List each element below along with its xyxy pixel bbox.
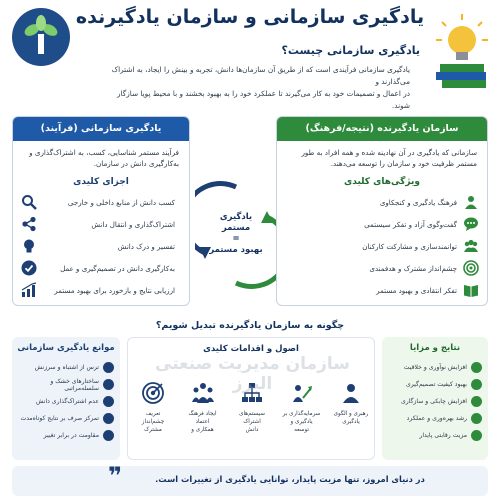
process-desc-line: فرآیند مستمر شناسایی، کسب، به اشتراک‌گذاری و — [29, 148, 179, 157]
check-icon — [21, 260, 37, 276]
lo-desc-line: مستمر ظرفیت خود و سازمان را توسعه می‌دهند. — [330, 159, 477, 168]
key-features-heading: ویژگی‌های کلیدی — [344, 177, 420, 187]
process-panel-title: یادگیری سازمانی (فرآیند) — [13, 117, 189, 141]
barrier-icon — [103, 396, 114, 407]
learning-organization-panel — [276, 116, 488, 306]
list-item-label: ارزیابی نتایج و بازخورد برای بهبود مستمر — [54, 285, 175, 295]
barrier-icon — [103, 379, 114, 390]
principle-line: دانش — [245, 427, 259, 433]
list-item — [12, 376, 120, 393]
list-item-label: تفکر انتقادی و بهبود مستمر — [376, 285, 457, 295]
book-icon — [463, 282, 479, 298]
list-item — [13, 191, 189, 213]
barrier-label: مقاومت در برابر تغییر — [43, 432, 99, 439]
benefit-label: رشد بهره‌وری و عملکرد — [406, 415, 467, 422]
cycle-label — [200, 212, 272, 256]
lightbulb-books-icon — [432, 12, 492, 92]
people-icon — [463, 194, 479, 210]
list-item — [12, 393, 120, 410]
barrier-label: ساختارهای خشک و سلسله‌مراتبی — [50, 377, 99, 392]
principle-line: سیستم‌های اشتراک — [239, 411, 265, 425]
cycle-line: بهبود مستمر — [209, 245, 263, 255]
list-item-label: کسب دانش از منابع داخلی و خارجی — [67, 197, 175, 207]
cycle-line: = — [232, 234, 240, 244]
list-item — [277, 257, 487, 279]
chat-icon — [463, 216, 479, 232]
list-item — [12, 410, 120, 427]
intro-line: در اعمال و تصمیمات خود به کار می‌گیرند تا عملکرد خود را به بهبود بخشند و با محیط پویا سازگار شوند. — [117, 89, 410, 110]
key-principles-title: اصول و اقدامات کلیدی — [203, 344, 299, 354]
barriers-box — [12, 337, 120, 460]
list-item-label: اشتراک‌گذاری و انتقال دانش — [91, 219, 175, 229]
benefits-box — [382, 337, 488, 460]
principle-label — [334, 410, 369, 426]
principle-line: مشترک — [144, 427, 162, 433]
benefit-icon — [471, 430, 482, 441]
barrier-label: تمرکز صرف بر نتایج کوتاه‌مدت — [20, 415, 99, 422]
cycle-line: مستمر — [221, 223, 251, 233]
list-item-label: تفسیر و درک دانش — [117, 241, 175, 251]
list-item — [13, 279, 189, 301]
benefit-icon — [471, 413, 482, 424]
list-item — [277, 279, 487, 301]
barrier-icon — [103, 362, 114, 373]
benefit-label: مزیت رقابتی پایدار — [419, 432, 467, 439]
list-item — [12, 427, 120, 444]
list-item-label: به‌کارگیری دانش در تصمیم‌گیری و عمل — [60, 263, 175, 273]
magnifier-icon — [21, 194, 37, 210]
principle-line: ایجاد فرهنگ اعتماد — [188, 411, 217, 425]
list-item — [382, 359, 488, 376]
list-item — [13, 257, 189, 279]
list-item — [13, 213, 189, 235]
transform-question: چگونه به سازمان یادگیرنده تبدیل شویم؟ — [155, 320, 345, 331]
lightbulb-icon — [21, 238, 37, 254]
chart-icon — [21, 282, 37, 298]
quote-mark-icon: ❞ — [108, 462, 123, 490]
learning-organization-description — [277, 141, 487, 169]
learning-organization-panel-title: سازمان یادگیرنده (نتیجه/فرهنگ) — [277, 117, 487, 141]
principle-line: رهبری و الگوی — [333, 411, 369, 417]
barrier-label: ترس از اشتباه و سرزنش — [34, 364, 99, 371]
barrier-icon — [103, 413, 114, 424]
list-item — [277, 191, 487, 213]
benefit-icon — [471, 379, 482, 390]
watermark: سازمان مدیریت صنعتی البرز — [155, 354, 350, 394]
list-item — [382, 376, 488, 393]
target-icon — [463, 260, 479, 276]
principle-label — [184, 410, 222, 434]
share-icon — [21, 216, 37, 232]
benefit-label: افزایش چابکی و سازگاری — [400, 398, 467, 405]
benefit-icon — [471, 362, 482, 373]
principle-label — [233, 410, 271, 434]
barriers-title: موانع یادگیری سازمانی — [17, 343, 115, 353]
benefit-label: بهبود کیفیت تصمیم‌گیری — [406, 381, 467, 388]
process-panel — [12, 116, 190, 306]
intro-line: یادگیری سازمانی فرآیندی است که از طریق آن سازمان‌ها دانش، تجربه و بینش را ایجاد، به اشتراک می‌گذارند و — [111, 65, 410, 86]
list-item-label: فرهنگ یادگیری و کنجکاوی — [379, 197, 457, 207]
principle-label — [283, 410, 321, 434]
list-item-label: توانمندسازی و مشارکت کارکنان — [362, 241, 457, 251]
benefit-label: افزایش نوآوری و خلاقیت — [403, 364, 467, 371]
team-icon — [463, 238, 479, 254]
benefit-icon — [471, 396, 482, 407]
list-item — [13, 235, 189, 257]
benefits-title: نتایج و مزایا — [409, 343, 461, 353]
list-item-label: گفت‌وگوی آزاد و تفکر سیستمی — [364, 219, 457, 229]
principle-line: یادگیری و توسعه — [290, 419, 313, 433]
principle-line: سرمایه‌گذاری بر — [282, 411, 321, 417]
list-item — [382, 427, 488, 444]
list-item — [277, 213, 487, 235]
what-is-question: یادگیری سازمانی چیست؟ — [281, 44, 420, 57]
quote-text: در دنیای امروز، تنها مزیت پایدار، توانایی یادگیری از تغییرات است. — [155, 474, 425, 484]
intro-text — [105, 64, 410, 112]
list-item-label: چشم‌انداز مشترک و هدفمندی — [369, 263, 457, 273]
lo-desc-line: سازمانی که یادگیری در آن نهادینه شده و همه افراد به طور — [301, 148, 477, 157]
principle-line: همکاری و — [191, 427, 214, 433]
barrier-icon — [103, 430, 114, 441]
process-description — [13, 141, 189, 169]
page-title: یادگیری سازمانی و سازمان یادگیرنده — [75, 6, 425, 28]
principle-line: یادگیری — [342, 419, 360, 425]
list-item — [382, 393, 488, 410]
principle-label — [134, 410, 172, 434]
list-item — [277, 235, 487, 257]
list-item — [12, 359, 120, 376]
key-components-heading: اجزای کلیدی — [73, 177, 129, 187]
barrier-label: عدم اشتراک‌گذاری دانش — [35, 398, 99, 405]
process-desc-line: به‌کارگیری دانش در سازمان. — [93, 159, 179, 168]
list-item — [382, 410, 488, 427]
cycle-line: یادگیری — [219, 212, 253, 222]
principle-line: تعریف چشم‌انداز — [141, 411, 165, 425]
